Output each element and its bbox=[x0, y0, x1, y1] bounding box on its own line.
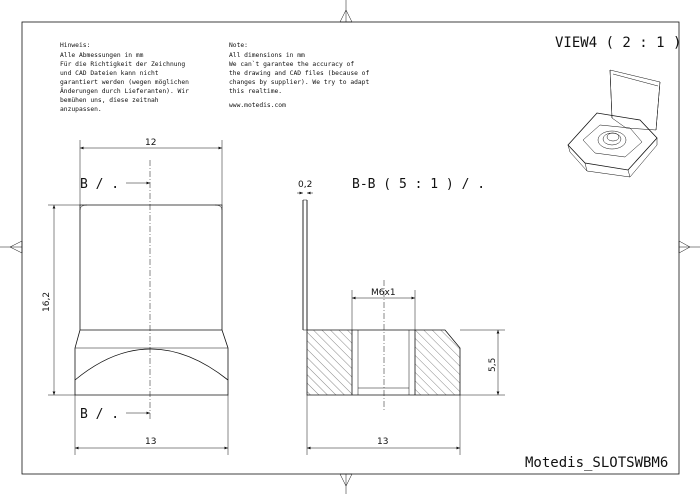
section-mark-bottom: B / . bbox=[80, 407, 120, 422]
dimension-width-bottom: 13 bbox=[145, 437, 157, 447]
section-view bbox=[297, 177, 505, 455]
german-note-heading: Hinweis: bbox=[60, 42, 91, 49]
part-name: Motedis_SLOTSWBM6 bbox=[525, 455, 669, 471]
dimension-thread: M6x1 bbox=[371, 288, 396, 298]
german-note-line: garantiert werden (wegen möglichen bbox=[60, 79, 189, 86]
section-label: B-B ( 5 : 1 ) / . bbox=[352, 177, 486, 192]
english-note-line: the drawing and CAD files (because of bbox=[229, 70, 370, 77]
dimension-sheet-thickness: 0,2 bbox=[298, 180, 313, 190]
german-note-line: Änderungen durch Lieferanten). Wir bbox=[60, 88, 189, 95]
english-note-heading: Note: bbox=[229, 42, 248, 49]
front-view bbox=[42, 138, 228, 455]
english-note bbox=[229, 42, 369, 109]
title-block bbox=[525, 455, 668, 471]
german-note-line: und CAD Dateien kann nicht bbox=[60, 70, 159, 77]
dimension-section-height: 5,5 bbox=[488, 357, 498, 372]
website-link: www.motedis.com bbox=[229, 102, 286, 109]
english-note-line: We can`t garantee the accuracy of bbox=[229, 61, 355, 68]
view4-label: VIEW4 ( 2 : 1 ) bbox=[555, 35, 682, 51]
english-note-line: All dimensions in mm bbox=[229, 52, 305, 59]
english-note-line: this realtime. bbox=[229, 88, 283, 95]
german-note-line: Alle Abmessungen in mm bbox=[60, 52, 144, 59]
dimension-height: 16,2 bbox=[42, 291, 52, 312]
german-note-line: Für die Richtigkeit der Zeichnung bbox=[60, 61, 186, 68]
english-note-line: changes by supplier). We try to adapt bbox=[229, 79, 370, 86]
german-note bbox=[60, 42, 189, 113]
dimension-width-top: 12 bbox=[145, 138, 157, 148]
view4-isometric bbox=[555, 35, 681, 177]
german-note-line: bemühen uns, diese zeitnah bbox=[60, 97, 159, 104]
german-note-line: anzupassen. bbox=[60, 106, 102, 113]
section-mark-top: B / . bbox=[80, 177, 120, 192]
dimension-section-width: 13 bbox=[377, 437, 389, 447]
